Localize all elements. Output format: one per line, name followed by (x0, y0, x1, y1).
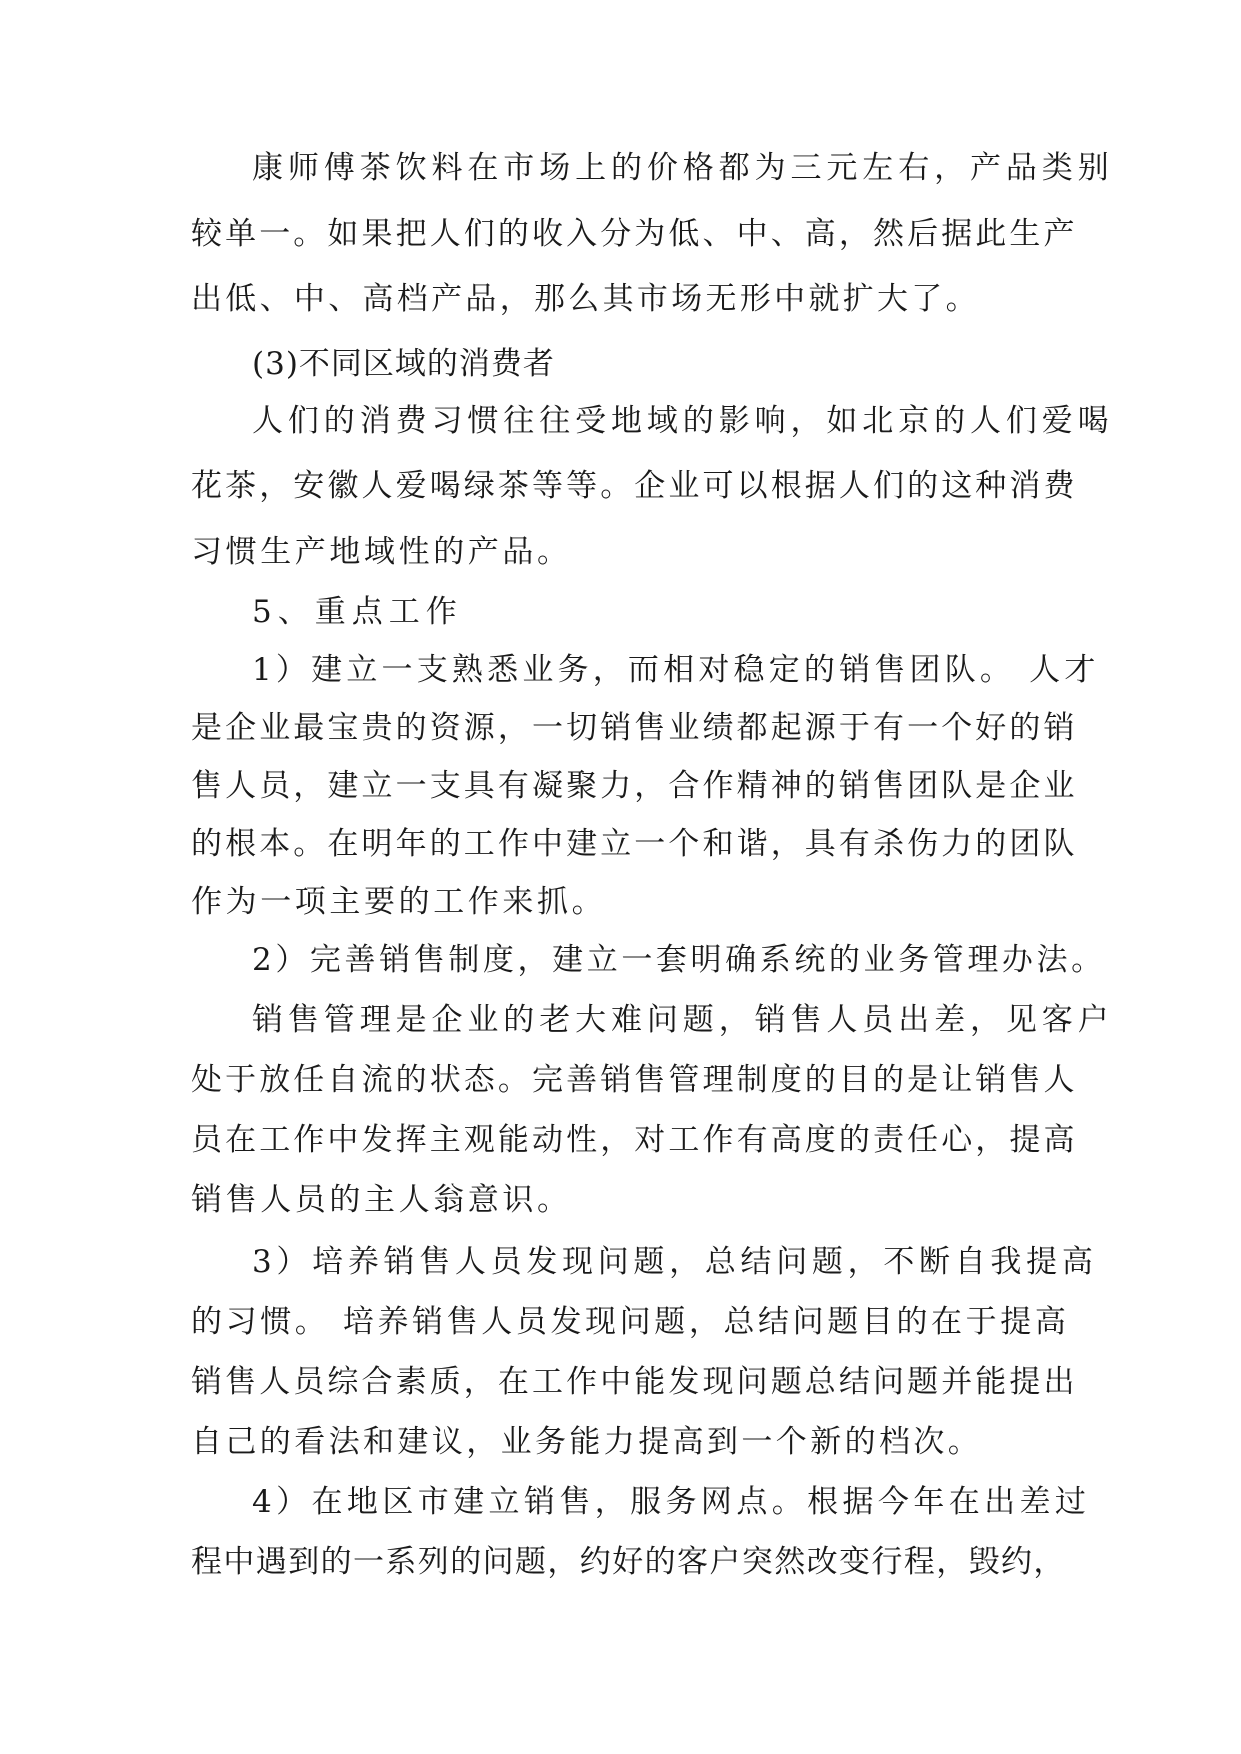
text-line: 作为一项主要的工作来抓。 (191, 884, 607, 920)
text-line: 花茶，安徽人爱喝绿茶等等。企业可以根据人们的这种消费 (191, 468, 1078, 504)
text-line: 1）建立一支熟悉业务，而相对稳定的销售团队。 人才 (252, 652, 1100, 688)
text-line: 自己的看法和建议，业务能力提高到一个新的档次。 (191, 1424, 983, 1460)
text-line: 康师傅茶饮料在市场上的价格都为三元左右，产品类别 (252, 150, 1114, 186)
text-line: 销售人员的主人翁意识。 (191, 1182, 572, 1218)
text-line: 销售管理是企业的老大难问题，销售人员出差，见客户 (252, 1002, 1114, 1038)
text-line: 是企业最宝贵的资源，一切销售业绩都起源于有一个好的销 (191, 710, 1078, 746)
text-line: 出低、中、高档产品，那么其市场无形中就扩大了。 (191, 281, 980, 317)
text-line: 的根本。在明年的工作中建立一个和谐，具有杀伤力的团队 (191, 826, 1078, 862)
text-line: 4）在地区市建立销售，服务网点。根据今年在出差过 (252, 1484, 1091, 1520)
text-line: 售人员，建立一支具有凝聚力，合作精神的销售团队是企业 (191, 768, 1078, 804)
text-line: 销售人员综合素质，在工作中能发现问题总结问题并能提出 (191, 1364, 1078, 1400)
text-line: 3）培养销售人员发现问题，总结问题，不断自我提高 (252, 1244, 1098, 1280)
text-line: 程中遇到的一系列的问题，约好的客户突然改变行程，毁约， (191, 1544, 1066, 1580)
text-line: 较单一。如果把人们的收入分为低、中、高，然后据此生产 (191, 216, 1078, 252)
text-line: 习惯生产地域性的产品。 (191, 534, 572, 570)
text-line: 人们的消费习惯往往受地域的影响，如北京的人们爱喝 (252, 403, 1114, 439)
section-heading: (3)不同区域的消费者 (252, 346, 555, 382)
text-line: 员在工作中发挥主观能动性，对工作有高度的责任心，提高 (191, 1122, 1078, 1158)
text-line: 处于放任自流的状态。完善销售管理制度的目的是让销售人 (191, 1062, 1078, 1098)
text-line: 2）完善销售制度，建立一套明确系统的业务管理办法。 (252, 942, 1106, 978)
text-line: 的习惯。 培养销售人员发现问题，总结问题目的在于提高 (191, 1304, 1070, 1340)
section-heading: 5、重点工作 (252, 594, 463, 630)
